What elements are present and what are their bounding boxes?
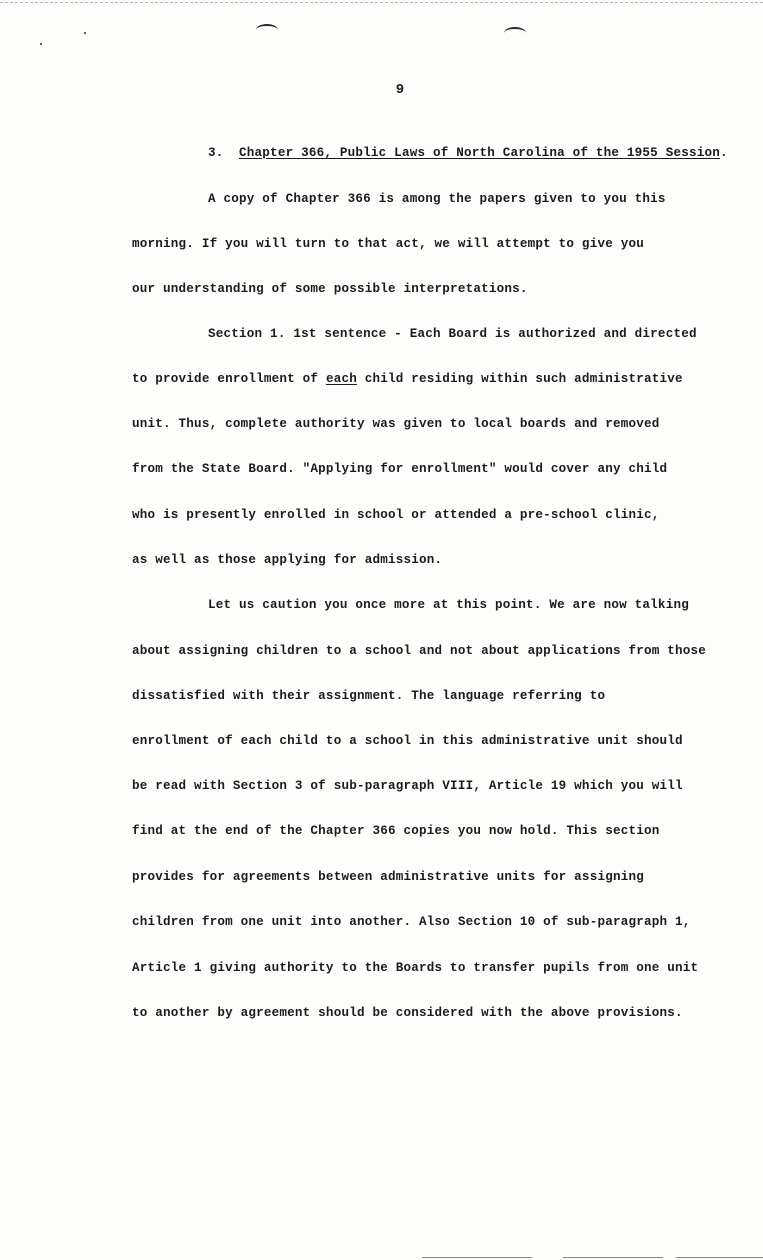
paragraph-line: about assigning children to a school and not about applications from those [132,644,707,658]
bottom-edge-rule [676,1257,763,1258]
paragraph-line: children from one unit into another. Also Section 10 of sub-paragraph 1, [132,915,691,929]
section-heading [208,145,728,161]
heading-period: . [720,146,728,160]
paragraph-line: Section 1. 1st sentence - Each Board is authorized and directed [208,327,697,341]
paragraph-line: enrollment of each child to a school in this administrative unit should [132,734,683,748]
bottom-edge-rule [563,1257,663,1258]
margin-speck [84,32,86,34]
paragraph-line: as well as those applying for admission. [132,553,443,567]
paragraph-line: provides for agreements between administrative units for assigning [132,870,644,884]
emphasized-word: each [325,372,357,386]
paragraph-line: A copy of Chapter 366 is among the papers given to you this [208,192,666,206]
paragraph-line: to another by agreement should be considered with the above provisions. [132,1006,683,1020]
paragraph-line: unit. Thus, complete authority was given to local boards and removed [132,417,660,431]
margin-speck [40,43,42,45]
left-punch-mark [256,24,278,36]
right-punch-mark [504,27,526,39]
page-number: 9 [395,82,405,98]
paragraph-line: Article 1 giving authority to the Boards to transfer pupils from one unit [132,961,699,975]
paragraph-line [132,371,683,387]
page-top-edge [0,2,763,3]
paragraph-line: who is presently enrolled in school or attended a pre-school clinic, [132,508,660,522]
bottom-edge-rule [422,1257,532,1258]
paragraph-line: dissatisfied with their assignment. The language referring to [132,689,606,703]
paragraph-line: morning. If you will turn to that act, we will attempt to give you [132,237,644,251]
paragraph-line: be read with Section 3 of sub-paragraph VIII, Article 19 which you will [132,779,683,793]
paragraph-line: from the State Board. "Applying for enrollment" would cover any child [132,462,668,476]
paragraph-line: our understanding of some possible interpretations. [132,282,528,296]
line-text: child residing within such administrative [356,372,683,386]
heading-number: 3. [208,146,224,160]
paragraph-line: Let us caution you once more at this point. We are now talking [208,598,689,612]
heading-title: Chapter 366, Public Laws of North Carolina of the 1955 Session [239,146,720,160]
line-text: to provide enrollment of [132,372,326,386]
paragraph-line: find at the end of the Chapter 366 copies you now hold. This section [132,824,660,838]
